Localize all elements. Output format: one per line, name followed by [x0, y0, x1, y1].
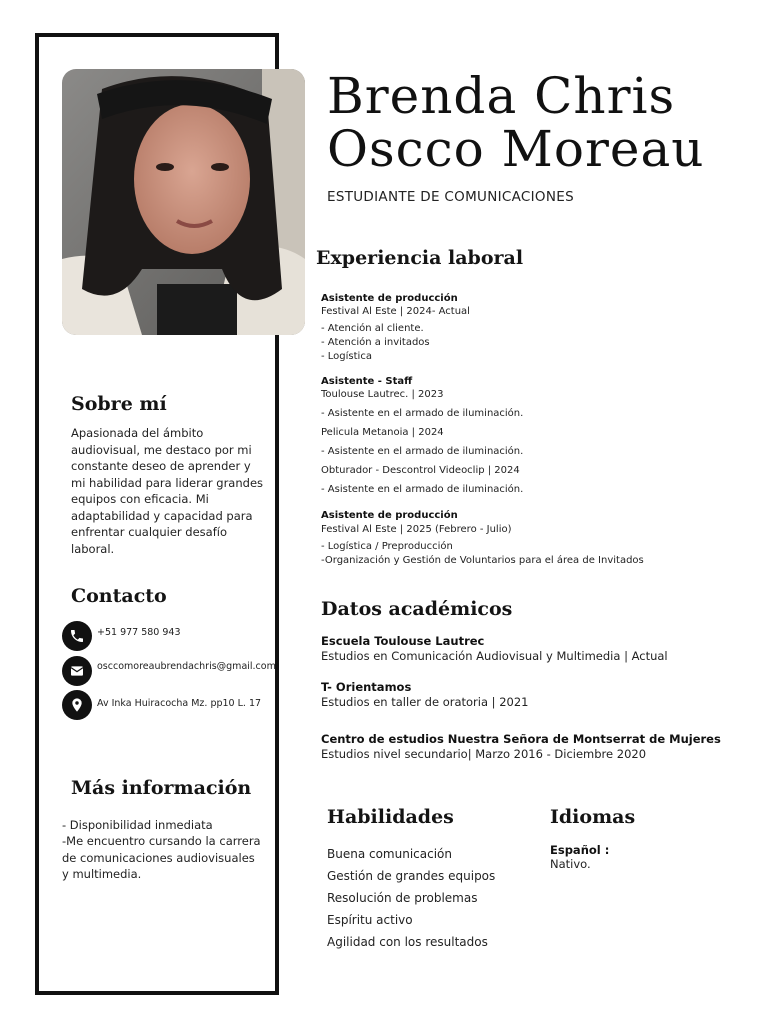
language-level: Nativo.: [550, 857, 591, 871]
job-3-item: -Organización y Gestión de Voluntarios para el área de Invitados: [321, 555, 644, 566]
education-detail: Estudios en Comunicación Audiovisual y Multimedia | Actual: [321, 649, 668, 663]
job-1-title: Asistente de producción: [321, 293, 458, 304]
job-3-title: Asistente de producción: [321, 510, 458, 521]
skill-item: Espíritu activo: [327, 913, 413, 927]
job-1-item: - Atención al cliente.: [321, 323, 424, 334]
name-line-1: Brenda Chris: [327, 67, 676, 125]
job-3-place: Festival Al Este | 2025 (Febrero - Julio): [321, 524, 512, 535]
job-2-entry: Toulouse Lautrec. | 2023: [321, 389, 444, 400]
job-1-item: - Atención a invitados: [321, 337, 430, 348]
job-1-item: - Logística: [321, 351, 372, 362]
email-icon: [62, 656, 92, 686]
role-title: ESTUDIANTE DE COMUNICACIONES: [327, 189, 574, 205]
language-name: Español :: [550, 843, 610, 857]
more-info-line-2: -Me encuentro cursando la carrera de comunicaciones audiovisuales y multimedia.: [62, 834, 261, 881]
profile-photo: [62, 69, 305, 335]
job-2-entry: - Asistente en el armado de iluminación.: [321, 446, 524, 457]
education-school: Escuela Toulouse Lautrec: [321, 634, 485, 648]
skill-item: Gestión de grandes equipos: [327, 869, 496, 883]
experience-heading: Experiencia laboral: [316, 247, 524, 269]
contact-email: osccomoreaubrendachris@gmail.com: [97, 661, 276, 672]
skill-item: Agilidad con los resultados: [327, 935, 488, 949]
more-info-heading: Más información: [71, 777, 252, 799]
skills-heading: Habilidades: [327, 806, 454, 828]
more-info-line-1: - Disponibilidad inmediata: [62, 818, 213, 832]
profile-photo-image: [62, 69, 305, 335]
languages-heading: Idiomas: [550, 806, 636, 828]
education-school: T- Orientamos: [321, 680, 412, 694]
location-pin-icon: [62, 690, 92, 720]
contact-phone: +51 977 580 943: [97, 627, 181, 638]
contact-heading: Contacto: [71, 585, 167, 607]
job-2-entry: - Asistente en el armado de iluminación.: [321, 408, 524, 419]
about-text: Apasionada del ámbito audiovisual, me destaco por mi constante deseo de aprender y mi habilidad para liderar grandes equipos con eficacia. Mi adaptabilidad y capacidad para enfrentar cualquier desafío laboral.: [71, 426, 264, 556]
education-school: Centro de estudios Nuestra Señora de Montserrat de Mujeres: [321, 732, 721, 746]
job-2-title: Asistente - Staff: [321, 376, 413, 387]
job-2-entry: Pelicula Metanoia | 2024: [321, 427, 444, 438]
education-detail: Estudios nivel secundario| Marzo 2016 - Diciembre 2020: [321, 747, 647, 761]
name-line-2: Oscco Moreau: [327, 120, 705, 178]
phone-icon: [62, 621, 92, 651]
skill-item: Resolución de problemas: [327, 891, 478, 905]
skill-item: Buena comunicación: [327, 847, 452, 861]
job-3-item: - Logística / Preproducción: [321, 541, 453, 552]
education-detail: Estudios en taller de oratoria | 2021: [321, 695, 529, 709]
job-2-entry: Obturador - Descontrol Videoclip | 2024: [321, 465, 520, 476]
contact-address: Av Inka Huiracocha Mz. pp10 L. 17: [97, 698, 262, 709]
about-heading: Sobre mí: [71, 393, 167, 415]
job-1-place: Festival Al Este | 2024- Actual: [321, 306, 470, 317]
job-2-entry: - Asistente en el armado de iluminación.: [321, 484, 524, 495]
education-heading: Datos académicos: [321, 598, 513, 620]
